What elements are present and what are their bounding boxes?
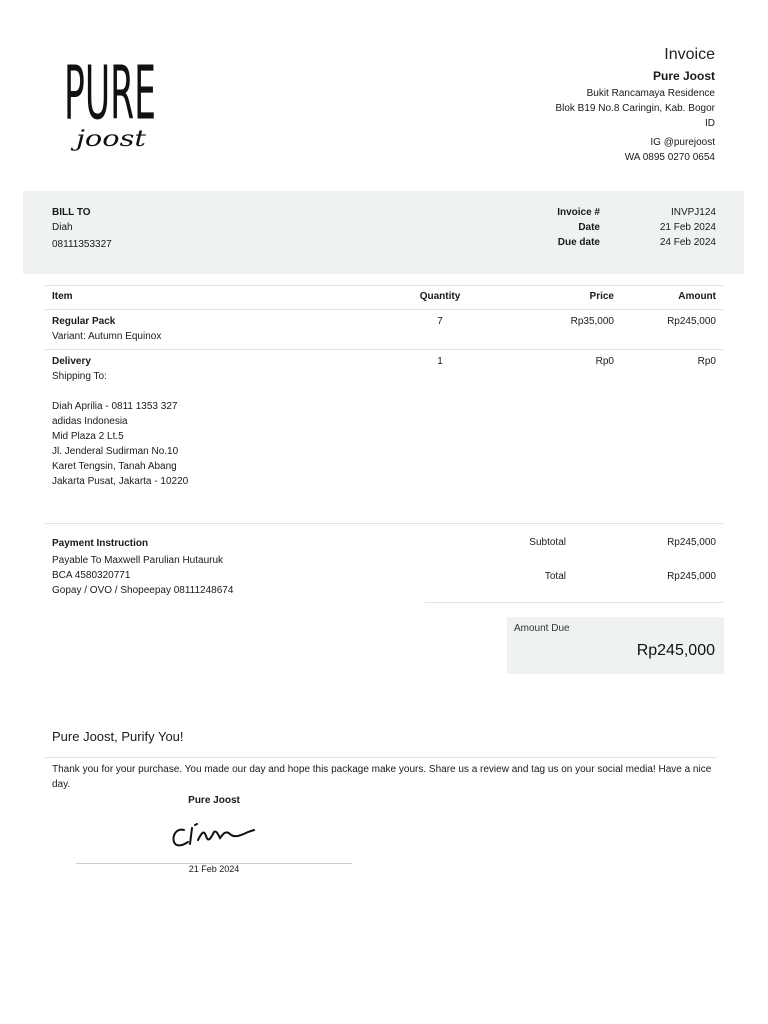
customer-name: Diah xyxy=(52,222,73,233)
company-contact xyxy=(555,136,715,166)
shipping-line: Diah Aprilia - 0811 1353 327 xyxy=(52,401,178,412)
quantity-cell: 7 xyxy=(383,310,497,350)
payment-line: BCA 4580320771 xyxy=(52,570,131,581)
item-name: Regular Pack xyxy=(52,316,116,327)
price-cell: Rp0 xyxy=(595,356,614,367)
invoice-meta-labels xyxy=(557,205,600,250)
subtotal-label: Subtotal xyxy=(529,537,566,548)
signer-name: Pure Joost xyxy=(188,795,240,806)
shipping-line: Karet Tengsin, Tanah Abang xyxy=(52,461,177,472)
payment-instruction xyxy=(52,536,233,598)
shipping-line: Jl. Jenderal Sudirman No.10 xyxy=(52,446,179,457)
address-line: Blok B19 No.8 Caringin, Kab. Bogor xyxy=(555,102,715,114)
item-name: Delivery xyxy=(52,356,91,367)
amount-due-value: Rp245,000 xyxy=(636,642,715,659)
company-address xyxy=(555,87,715,131)
svg-text:PURE: PURE xyxy=(64,51,156,137)
amount-cell: Rp245,000 xyxy=(621,310,723,350)
company-name: Pure Joost xyxy=(652,69,715,83)
subtotal-value: Rp245,000 xyxy=(667,537,716,548)
instagram-handle: IG @purejoost xyxy=(650,137,715,149)
bill-to-label: BILL TO xyxy=(52,207,91,218)
signature xyxy=(168,818,260,854)
item-cell xyxy=(45,310,383,350)
price-cell: Rp35,000 xyxy=(497,310,621,350)
logo-mark xyxy=(58,44,168,156)
date-label: Date xyxy=(578,222,600,233)
column-header-price: Price xyxy=(497,286,621,310)
amount-cell: Rp0 xyxy=(697,356,716,367)
slogan: Pure Joost, Purify You! xyxy=(52,729,184,744)
document-title: Invoice xyxy=(664,46,715,63)
svg-text:joost: joost xyxy=(69,127,147,152)
total-label: Total xyxy=(544,571,566,582)
customer-phone: 08111353327 xyxy=(52,239,112,250)
item-cell xyxy=(45,350,383,495)
footer-divider xyxy=(45,757,717,758)
due-date: 24 Feb 2024 xyxy=(659,237,716,248)
whatsapp-number: WA 0895 0270 0654 xyxy=(624,152,715,164)
signature-mark xyxy=(168,818,260,854)
amount-due-box xyxy=(507,617,724,674)
quantity-cell: 1 xyxy=(437,356,443,367)
items-table xyxy=(45,285,723,494)
bill-to xyxy=(52,205,112,252)
shipping-line: adidas Indonesia xyxy=(52,416,128,427)
thank-you-note: Thank you for your purchase. You made our day and hope this package make yours. Share us a review and tag us on your social media! Have a nice day. xyxy=(52,764,712,790)
invoice-meta-values xyxy=(660,205,716,250)
bill-to-band xyxy=(23,191,744,274)
payment-line: Payable To Maxwell Parulian Hutauruk xyxy=(52,555,224,566)
company-header xyxy=(555,45,715,166)
totals-divider xyxy=(425,602,723,603)
item-detail: Shipping To: xyxy=(52,371,107,382)
signature-date: 21 Feb 2024 xyxy=(188,864,240,874)
column-header-amount: Amount xyxy=(621,286,723,310)
item-detail: Variant: Autumn Equinox xyxy=(52,331,162,342)
table-row xyxy=(45,310,723,350)
table-header-row xyxy=(45,286,723,310)
column-header-quantity: Quantity xyxy=(383,286,497,310)
payment-line: Gopay / OVO / Shopeepay 08111248674 xyxy=(52,585,234,596)
address-line: ID xyxy=(705,117,715,129)
column-header-item: Item xyxy=(45,286,383,310)
invoice-number-label: Invoice # xyxy=(557,207,600,218)
shipping-line: Jakarta Pusat, Jakarta - 10220 xyxy=(52,476,189,487)
company-logo xyxy=(58,44,168,156)
amount-due-label: Amount Due xyxy=(514,623,570,634)
section-divider xyxy=(45,523,723,524)
table-row xyxy=(45,350,723,495)
address-line: Bukit Rancamaya Residence xyxy=(586,88,715,99)
invoice-number: INVPJ124 xyxy=(670,207,716,218)
payment-title: Payment Instruction xyxy=(52,538,149,549)
invoice-date: 21 Feb 2024 xyxy=(659,222,716,233)
spacer xyxy=(52,384,376,399)
due-date-label: Due date xyxy=(557,237,600,248)
total-value: Rp245,000 xyxy=(667,571,716,582)
shipping-line: Mid Plaza 2 Lt.5 xyxy=(52,431,124,442)
